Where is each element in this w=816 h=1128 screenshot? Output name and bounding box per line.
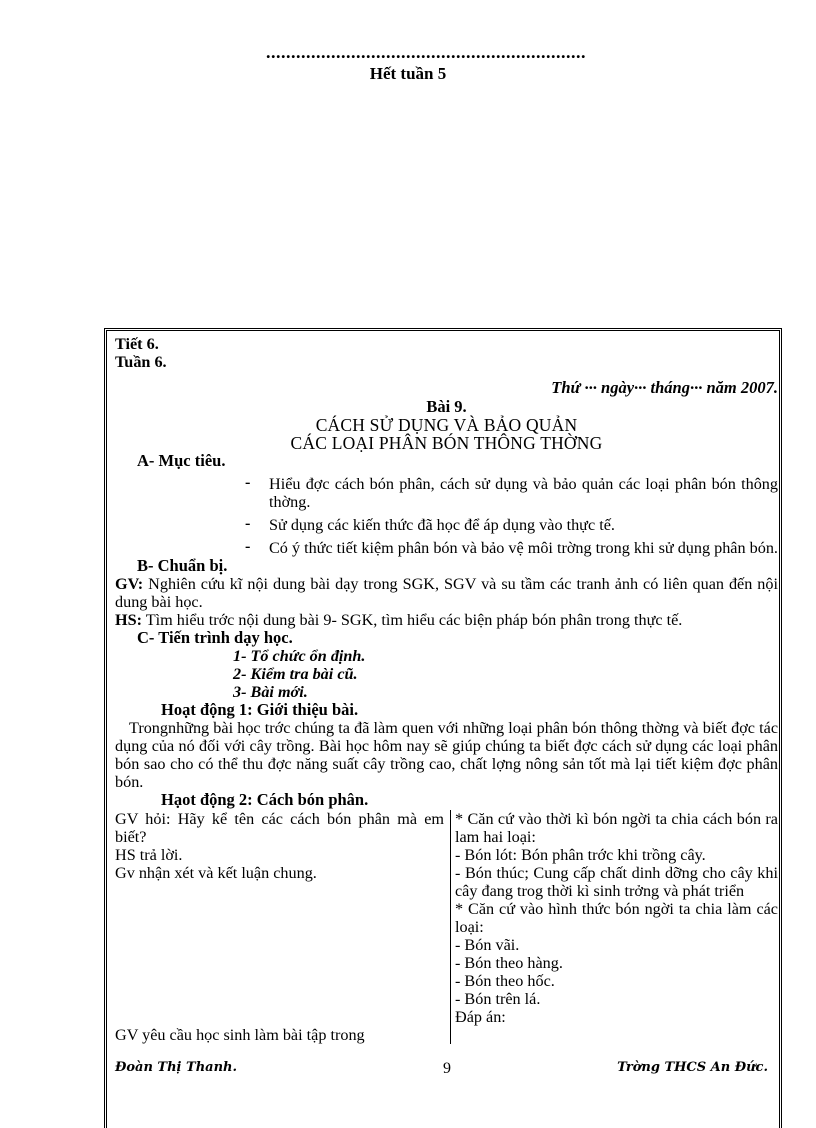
section-b-title: B- Chuẩn bị.: [137, 556, 228, 575]
content-row: * Căn cứ vào hình thức bón ngời ta chia làm các loại:: [455, 900, 778, 936]
footer-school: Trờng THCS An Đức.: [617, 1060, 768, 1075]
lesson-content: [115, 335, 778, 1044]
objective-text: Có ý thức tiết kiệm phân bón và bảo vệ môi trờng trong khi sử dụng phân bón.: [269, 539, 778, 557]
objective-text: Sử dụng các kiến thức đã học để áp dụng vào thực tế.: [269, 516, 615, 534]
lesson-number: Bài 9.: [426, 397, 467, 416]
activity-2-title: Hạot động 2: Cách bón phân.: [161, 790, 369, 809]
separator-dots: ................................................................: [266, 42, 586, 62]
tuan-label: Tuần 6.: [115, 353, 167, 371]
gv-preparation: [115, 575, 778, 611]
lesson-title-1: CÁCH SỬ DỤNG VÀ BẢO QUẢN: [315, 415, 578, 435]
content-row: - Bón thúc; Cung cấp chất dinh dỡng cho cây khi cây đang trog thời kì sinh trởng và phát triển: [455, 864, 778, 900]
activity-1-text: Trongnhững bài học trớc chúng ta đã làm quen với những loại phân bón thông thờng và biết đợc tác dụng của nó đối với cây trồng. Bài học hôm nay sẽ giúp chúng ta biết đợc cách sử dụng các loại phân bón sao cho có thể thu đợc năng suất cây trồng cao, chất lợng nông sản tốt mà lại tiết kiệm đợc phân bón.: [115, 719, 778, 791]
objective-item: [115, 475, 778, 511]
gv-text: Nghiên cứu kĩ nội dung bài dạy trong SGK, SGV và su tầm các tranh ảnh có liên quan đến nội dung bài học.: [115, 575, 778, 611]
activity-table: [115, 810, 778, 1044]
end-week-heading: Hết tuần 5: [369, 64, 447, 83]
teacher-spacer: [115, 882, 444, 1026]
content-row: - Bón lót: Bón phân trớc khi trồng cây.: [455, 846, 706, 864]
content-row: - Bón vãi.: [455, 936, 520, 954]
page-footer: [115, 1060, 778, 1080]
content-row: - Bón theo hàng.: [455, 954, 563, 972]
footer-author: Đoàn Thị Thanh.: [115, 1060, 238, 1075]
content-row: * Căn cứ vào thời kì bón ngời ta chia cách bón ra lam hai loại:: [455, 810, 778, 846]
hs-preparation: [115, 611, 778, 629]
activity-1-title: Hoạt động 1: Giới thiệu bài.: [161, 700, 359, 719]
teacher-row: GV yêu cầu học sinh làm bài tập trong: [115, 1026, 365, 1044]
objective-text: Hiểu đợc cách bón phân, cách sử dụng và bảo quản các loại phân bón thông thờng.: [269, 475, 778, 511]
content-column: [450, 810, 778, 1044]
teacher-row: HS trả lời.: [115, 846, 183, 864]
hs-text: Tìm hiểu trớc nội dung bài 9- SGK, tìm hiểu các biện pháp bón phân trong thực tế.: [142, 611, 683, 629]
gv-label: GV:: [115, 575, 144, 593]
hs-label: HS:: [115, 611, 142, 629]
teacher-column: [115, 810, 450, 1044]
section-c-title: C- Tiến trình dạy học.: [137, 628, 293, 647]
teacher-row: Gv nhận xét và kết luận chung.: [115, 864, 317, 882]
step-item: 1- Tổ chức ổn định.: [233, 647, 366, 665]
objective-item: [115, 516, 778, 534]
content-row: Đáp án:: [455, 1008, 506, 1026]
step-item: 2- Kiểm tra bài cũ.: [233, 665, 358, 683]
bullet-mark: -: [245, 537, 251, 555]
teacher-row: GV hỏi: Hãy kể tên các cách bón phân mà em biết?: [115, 810, 444, 846]
tiet-label: Tiết 6.: [115, 335, 159, 353]
section-a-title: A- Mục tiêu.: [137, 451, 226, 470]
content-row: - Bón theo hốc.: [455, 972, 555, 990]
page-number: 9: [443, 1060, 451, 1077]
date-line: Thứ ··· ngày··· tháng··· năm 2007.: [551, 378, 778, 397]
objectives-list: [115, 475, 778, 557]
bullet-mark: -: [245, 473, 251, 491]
step-item: 3- Bài mới.: [233, 683, 308, 701]
content-row: - Bón trên lá.: [455, 990, 541, 1008]
objective-item: [115, 539, 778, 557]
lesson-title-2: CÁC LOẠI PHÂN BÓN THÔNG THỜNG: [290, 433, 603, 453]
bullet-mark: -: [245, 514, 251, 532]
